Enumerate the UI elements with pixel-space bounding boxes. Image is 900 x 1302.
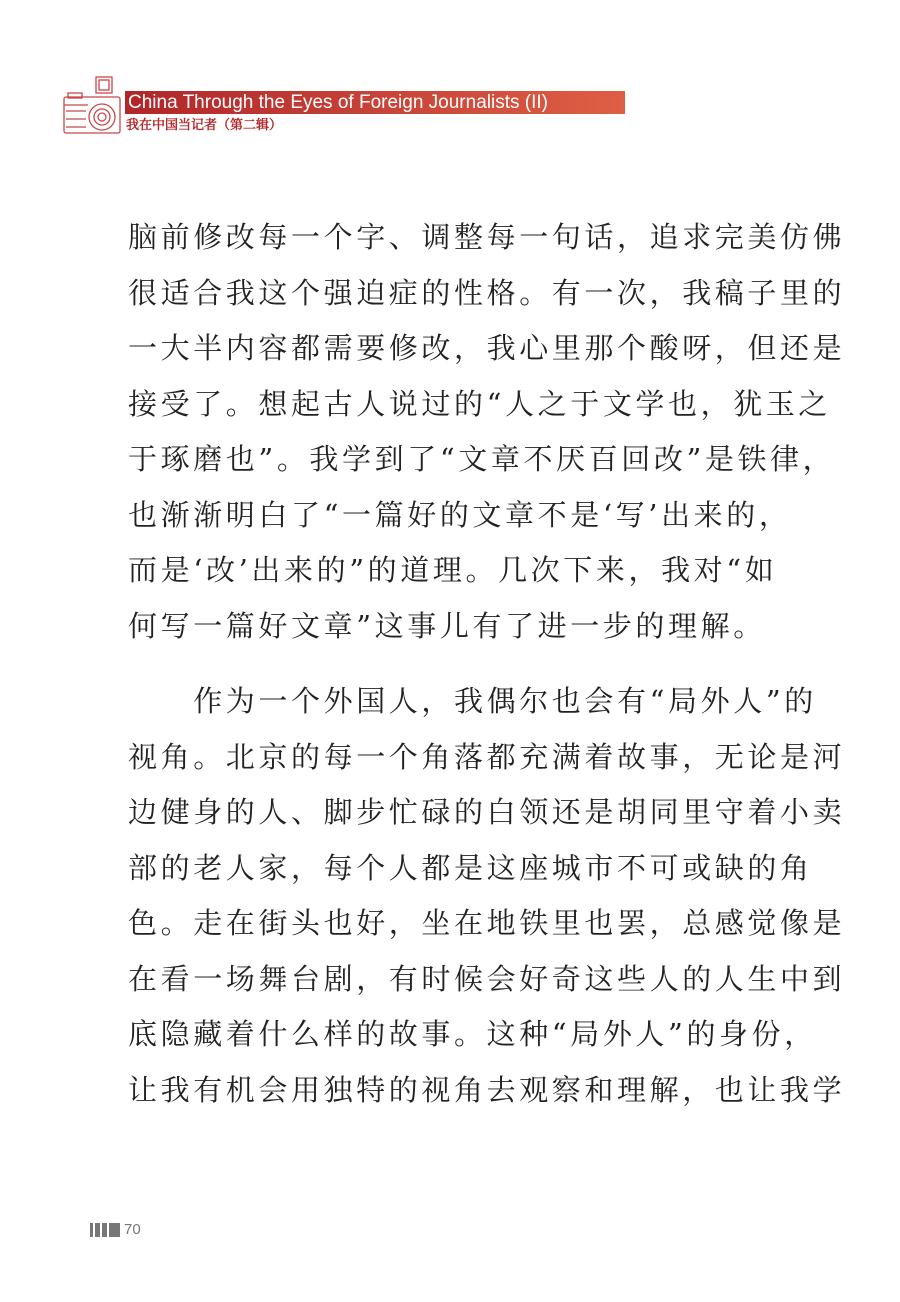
footer-bar-decoration (109, 1223, 120, 1237)
text-line: 在看一场舞台剧，有时候会好奇这些人的人生中到 (128, 961, 846, 996)
text-line: 部的老人家，每个人都是这座城市不可或缺的角 (128, 850, 813, 885)
text-line: 很适合我这个强迫症的性格。有一次，我稿子里的 (128, 275, 846, 310)
text-line: 边健身的人、脚步忙碌的白领还是胡同里守着小卖 (128, 795, 846, 829)
paragraph-2 (128, 682, 846, 1126)
page-number: 70 (124, 1221, 141, 1238)
text-line: 脑前修改每一个字、调整每一句话，追求完美仿佛 (128, 220, 846, 254)
text-line: 视角。北京的每一个角落都充满着故事，无论是河 (128, 739, 846, 774)
text-line: 也渐渐明白了“一篇好的文章不是‘写’出来的， (128, 497, 792, 532)
text-line: 让我有机会用独特的视角去观察和理解，也让我学 (128, 1072, 846, 1107)
text-line: 而是‘改’出来的”的道理。几次下来，我对“如 (128, 553, 778, 587)
text-line: 底隐藏着什么样的故事。这种“局外人”的身份， (128, 1017, 817, 1051)
footer-bar-decoration (102, 1223, 107, 1237)
book-title-en: China Through the Eyes of Foreign Journalists (II) (125, 91, 625, 114)
text-line: 色。走在街头也好，坐在地铁里也罢，总感觉像是 (128, 906, 846, 940)
text-line: 于琢磨也”。我学到了“文章不厌百回改”是铁律， (128, 442, 836, 476)
paragraph-1 (128, 218, 846, 662)
page-footer (90, 1221, 141, 1238)
text-line: 一大半内容都需要修改，我心里那个酸呀，但还是 (128, 331, 846, 365)
text-line: 何写一篇好文章”这事儿有了进一步的理解。 (128, 608, 766, 643)
book-title-zh: 我在中国当记者（第二辑） (126, 118, 283, 133)
footer-bar-decoration (90, 1223, 93, 1237)
body-text (128, 218, 846, 1126)
text-line: 作为一个外国人，我偶尔也会有“局外人”的 (128, 684, 817, 718)
text-line: 接受了。想起古人说过的“人之于文学也，犹玉之 (128, 386, 832, 421)
footer-bar-decoration (95, 1223, 100, 1237)
camera-icon (62, 75, 124, 137)
